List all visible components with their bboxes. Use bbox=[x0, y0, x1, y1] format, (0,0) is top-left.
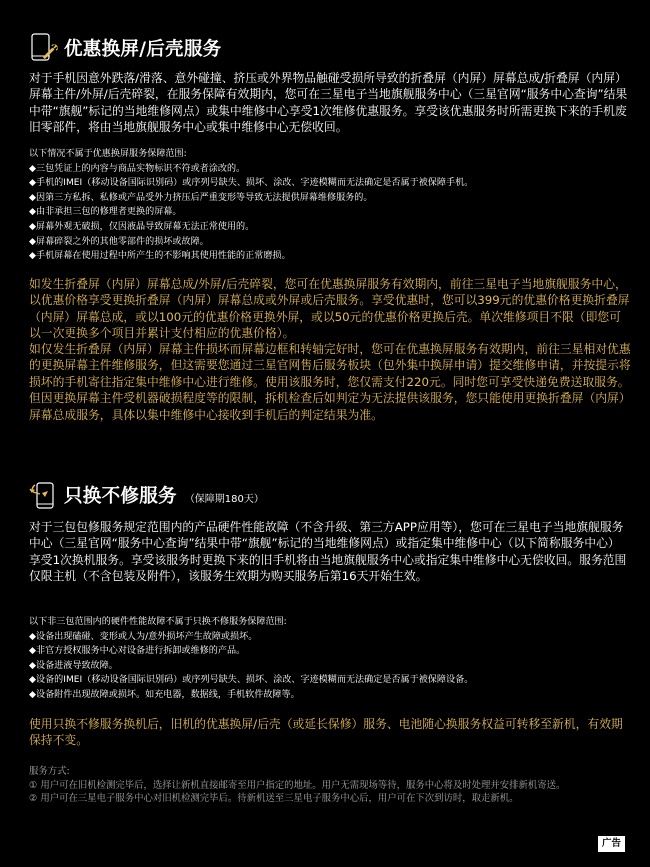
section-title: 优惠换屏/后壳服务 bbox=[64, 39, 222, 60]
exclusion-item: ◆屏幕外观无破损，仅因液晶导致屏幕无法正常使用的。 bbox=[29, 221, 255, 232]
exclusion-item: ◆设备的IMEI（移动设备国际识别码）或序列号缺失、损坏、涂改、字迹模糊而无法确定是否属于被保障设备。 bbox=[29, 675, 474, 686]
exclusion-item: ◆设备出现磕碰、变形或人为/意外损坏产生故障或损坏。 bbox=[29, 631, 258, 642]
exclusions-title: 以下非三包范围内的硬件性能故障不属于只换不修服务保障范围: bbox=[29, 617, 287, 627]
exclusions-title: 以下情况不属于优惠换屏服务保障范围: bbox=[29, 149, 187, 159]
exclusion-item: ◆设备进液导致故障。 bbox=[29, 660, 118, 671]
screen-repair-intro: 对于手机因意外跌落/滑落、意外碰撞、挤压或外界物品触碰受损所导致的折叠屏（内屏）屏幕总成/折叠屏（内屏）屏幕主件/外屏/后壳碎裂，在服务保障有效期内，您可在三星电子当地旗舰服务中心（三星官网“服务中心查询”结果中带“旗舰”标记的当地维修网点）或集中维修中心享受1次维修优惠服务。享受该优惠服务时所需更换下来的手机废旧零部件，将由当地旗舰服务中心或集中维修中心无偿收回。 bbox=[29, 71, 628, 135]
exclusion-item: ◆因第三方私拆、私修或产品受外力挤压后严重变形等导致无法提供屏幕维修服务的。 bbox=[29, 192, 373, 203]
swap-transfer-note: 使用只换不修服务换机后，旧机的优惠换屏/后壳（或延长保修）服务、电池随心换服务权益可转移至新机，有效期保持不变。 bbox=[29, 717, 623, 748]
exclusion-item: ◆手机屏幕在使用过程中所产生的不影响其使用性能的正常磨损。 bbox=[29, 251, 291, 262]
exclusion-item: ◆由非承担三包的修理者更换的屏幕。 bbox=[29, 207, 182, 218]
screen-repair-exclusions bbox=[29, 147, 629, 264]
phone-wrench-icon bbox=[28, 32, 60, 64]
service-method-item: ② 用户可在三星电子服务中心对旧机检测完毕后。待新机送至三星电子服务中心后，用户可在下次到访时，取走新机。 bbox=[29, 793, 519, 805]
service-method-item: ① 用户可在旧机检测完毕后，选择让新机直接邮寄至用户指定的地址。用户无需现场等待，服务中心将及时处理并安排新机寄送。 bbox=[29, 779, 566, 791]
phone-swap-icon bbox=[28, 479, 60, 511]
ad-badge: 广告 bbox=[598, 836, 625, 852]
section-screen-repair-header bbox=[28, 32, 221, 64]
screen-repair-pricing: 如发生折叠屏（内屏）屏幕总成/外屏/后壳碎裂，您可在优惠换屏服务有效期内，前往三星电子当地旗舰服务中心，以优惠价格享受更换折叠屏（内屏）屏幕总成或外屏或后壳服务。享受优惠时，您可以399元的优惠价格更换折叠屏（内屏）屏幕总成，或以100元的优惠价格更换外屏，或以50元的优惠价格更换后壳。单次维修项目不限（即您可以一次更换多个项目并累计支付相应的优惠价格）。 bbox=[29, 277, 630, 341]
exclusion-item: ◆屏幕碎裂之外的其他零部件的损坏或故障。 bbox=[29, 236, 209, 247]
service-methods bbox=[29, 765, 629, 806]
section-swap-header bbox=[28, 479, 264, 511]
exclusion-item: ◆非官方授权服务中心对设备进行拆卸或维修的产品。 bbox=[29, 646, 246, 657]
exclusion-item: ◆设备附件出现故障或损坏。如充电器，数据线，手机软件故障等。 bbox=[29, 689, 300, 700]
screen-repair-main-part: 如仅发生折叠屏（内屏）屏幕主件损坏而屏幕边框和转轴完好时，您可在优惠换屏服务有效期内，前往三星相对优惠的更换屏幕主件维修服务，但这需要您通过三星官网售后服务板块（包外集中换屏申请）提交维修申请，并按提示将损坏的手机寄往指定集中维修中心进行维修。使用该服务时，您仅需支付220元。同时您可享受快递免费送取服务。但因更换屏幕主件受机器破损程度等的限制，拆机检查后如判定为无法提供该服务，您只能使用更换折叠屏（内屏）屏幕总成服务，具体以集中维修中心接收到手机后的判定结果为准。 bbox=[29, 342, 631, 422]
section-title: 只换不修服务 bbox=[64, 486, 177, 507]
warranty-period: （保障期180天） bbox=[184, 494, 264, 505]
swap-exclusions bbox=[29, 615, 629, 703]
swap-intro: 对于三包包修服务规定范围内的产品硬件性能故障（不含升级、第三方APP应用等），您可在三星电子当地旗舰服务中心（三星官网“服务中心查询”结果中带“旗舰”标记的当地维修网点）或指定集中维修中心（以下简称服务中心）享受1次换机服务。享受该服务时更换下来的旧手机将由当地旗舰服务中心或指定集中维修中心无偿收回。服务范围仅限主机（不含包装及附件），该服务生效期为购买服务后第16天开始生效。 bbox=[29, 520, 627, 584]
service-methods-title: 服务方式: bbox=[29, 766, 70, 777]
exclusion-item: ◆三包凭证上的内容与商品实物标识不符或者涂改的。 bbox=[29, 163, 246, 174]
exclusion-item: ◆手机的IMEI（移动设备国际识别码）或序列号缺失、损坏、涂改、字迹模糊而无法确定是否属于被保障手机。 bbox=[29, 178, 474, 189]
